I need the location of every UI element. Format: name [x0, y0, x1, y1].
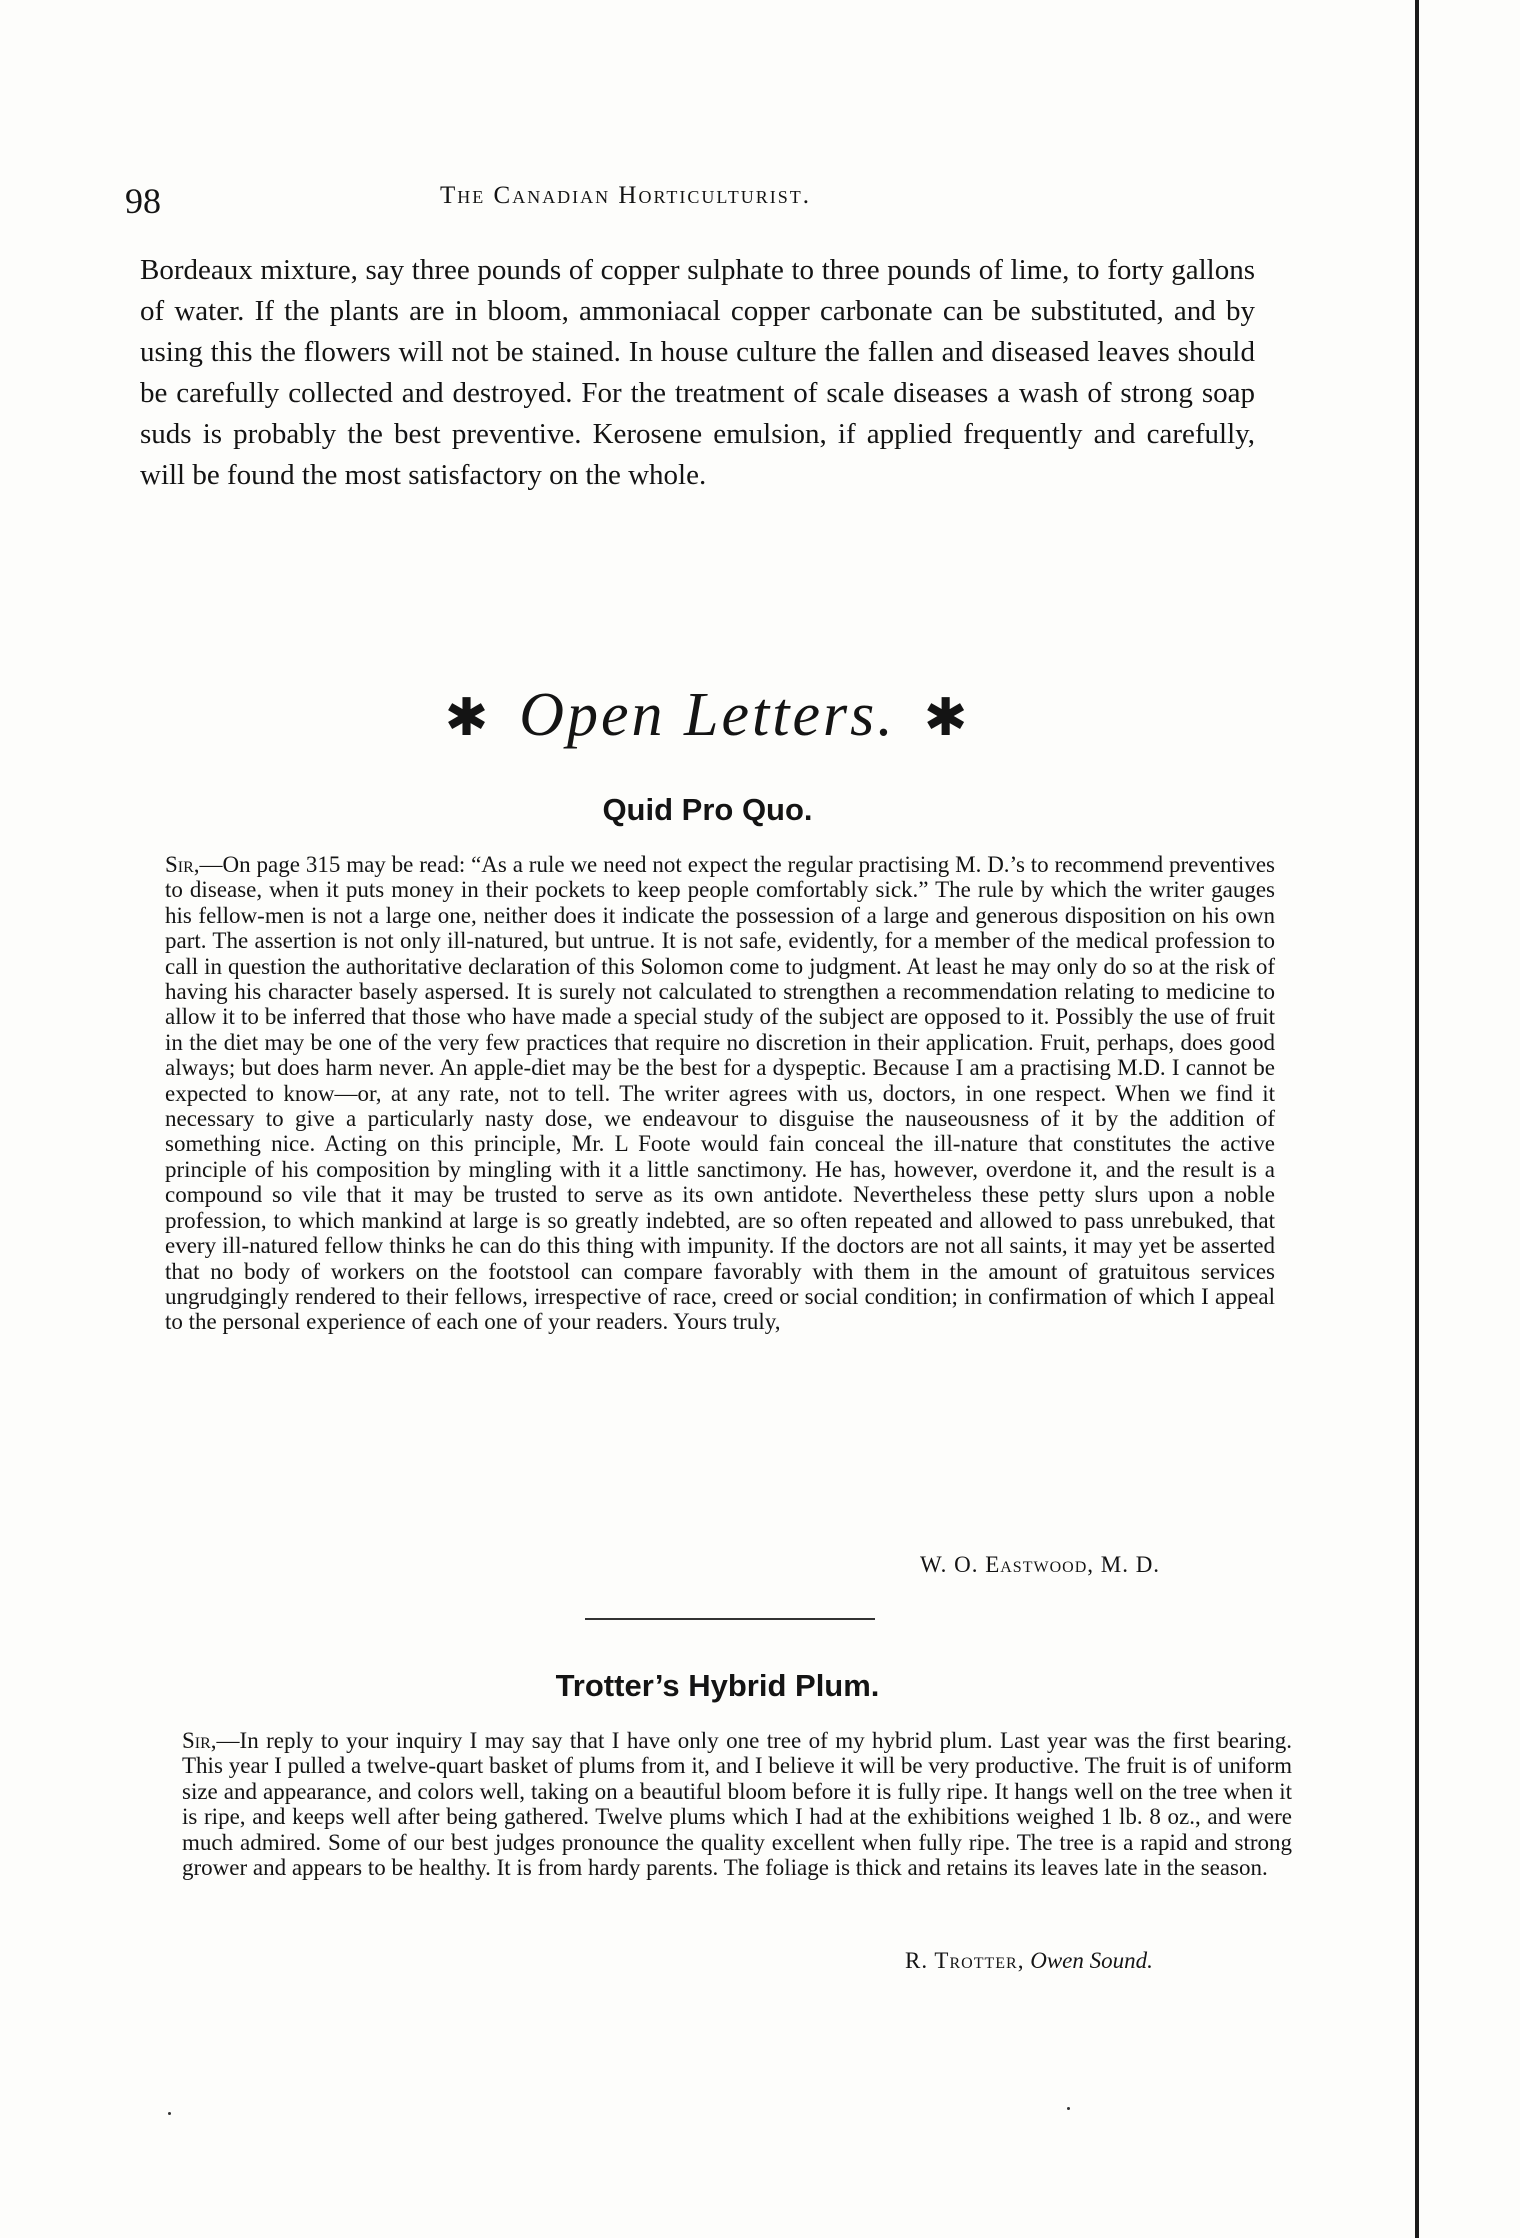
signature-place: Owen Sound.: [1030, 1948, 1153, 1973]
letter-signature: [905, 1948, 1153, 1974]
ornament-star-icon: ✱: [444, 688, 492, 748]
letter-salutation: Sir,: [182, 1728, 217, 1753]
print-speck: [168, 2112, 171, 2115]
letter-salutation: Sir,: [165, 852, 200, 877]
signature-name: R. Trotter,: [905, 1948, 1025, 1973]
intro-paragraph: Bordeaux mixture, say three pounds of copper sulphate to three pounds of lime, to forty gallons of water. If the plants are in bloom, ammoniacal copper carbonate can be substituted, and by using this the flowers will not be stained. In house culture the fallen and diseased leaves should be carefully collected and destroyed. For the treatment of scale diseases a wash of strong soap suds is probably the best preventive. Kerosene emulsion, if applied frequently and carefully, will be found the most satisfactory on the whole.: [140, 254, 1255, 491]
letter-signature: [920, 1552, 1160, 1578]
letter-body: [182, 1728, 1292, 1880]
page-number: 98: [125, 181, 161, 221]
page-edge-rule: [1415, 0, 1419, 2238]
section-heading: [0, 680, 1415, 751]
letter-body: [165, 852, 1275, 1335]
running-head: The Canadian Horticulturist.: [440, 182, 811, 209]
section-divider: [585, 1618, 875, 1620]
section-title: Open Letters.: [519, 681, 896, 749]
ornament-star-icon: ✱: [923, 688, 971, 748]
letter-text: —In reply to your inquiry I may say that I have only one tree of my hybrid plum. Last year was the first bearing. This year I pulled a twelve-quart basket of plums from it, and I believe it will be very productive. The fruit is of uniform size and appearance, and colors well, taking on a beautiful bloom before it is fully ripe. It hangs well on the tree when it is ripe, and keeps well after being gathered. Twelve plums which I had at the exhibitions weighed 1 lb. 8 oz., and were much admired. Some of our best judges pronounce the quality excellent when fully ripe. The tree is a rapid and strong grower and appears to be healthy. It is from hardy parents. The foliage is thick and retains its leaves late in the season.: [182, 1728, 1292, 1881]
letter-text: —On page 315 may be read: “As a rule we need not expect the regular practising M. D.’s to recommend preventives to disease, when it puts money in their pockets to keep people comfortably sick.” The rule by which the writer gauges his fellow-men is not a large one, neither does it indicate the possession of a large and generous disposition on his own part. The assertion is not only ill-natured, but untrue. It is not safe, evidently, for a member of the medical profession to call in question the authoritative declaration of this Solomon come to judgment. At least he may only do so at the risk of having his character basely aspersed. It is surely not calculated to strengthen a recommendation relating to medicine to allow it to be inferred that those who have made a special study of the subject are opposed to it. Possibly the use of fruit in the diet may be one of the very few practices that require no discretion in their application. Fruit, perhaps, does good always; but does harm never. An apple-diet may be the best for a dyspeptic. Because I am a practising M.D. I cannot be expected to know—or, at any rate, not to tell. The writer agrees with us, doctors, in one respect. When we find it necessary to give a particularly nasty dose, we endeavour to disguise the nauseousness of it by the addition of something nice. Acting on this principle, Mr. L Foote would fain conceal the ill-nature that constitutes the active principle of his composition by mingling with it a little sanctimony. He has, however, overdone it, and the result is a compound so vile that it may be trusted to serve as its own antidote. Nevertheless these petty slurs upon a noble profession, to which mankind at large is so greatly indebted, are so often repeated and allowed to pass unrebuked, that every ill-natured fellow thinks he can do this thing with impunity. If the doctors are not all saints, it may yet be asserted that no body of workers on the footstool can compare favorably with them in the amount of gratuitous services ungrudgingly rendered to their fellows, irrespective of race, creed or social condition; in confirmation of which I appeal to the personal experience of each one of your readers. Yours truly,: [165, 852, 1275, 1335]
letter-title: Trotter’s Hybrid Plum.: [555, 1668, 880, 1703]
letter-title: Quid Pro Quo.: [602, 792, 813, 827]
print-speck: [1067, 2107, 1070, 2110]
signature-name: W. O. Eastwood, M. D.: [920, 1552, 1161, 1577]
